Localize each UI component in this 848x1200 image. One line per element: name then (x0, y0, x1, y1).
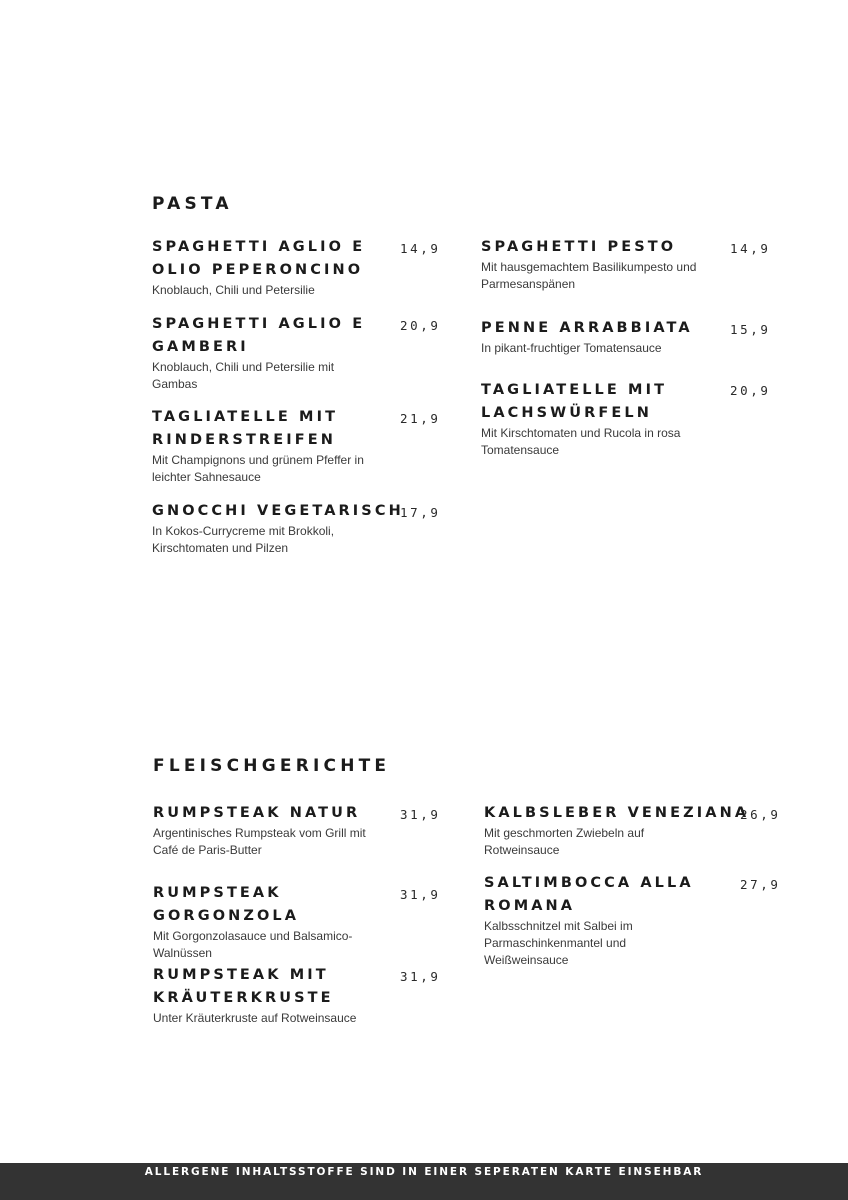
menu-item (481, 317, 721, 357)
item-price: 14,9 (730, 241, 771, 256)
item-price: 27,9 (740, 877, 781, 892)
item-price: 20,9 (730, 383, 771, 398)
item-description: Mit geschmorten Zwiebeln auf Rotweinsauce (484, 826, 645, 857)
item-price: 31,9 (400, 807, 441, 822)
menu-item (481, 236, 721, 293)
item-name: SPAGHETTI AGLIO E GAMBERI (152, 316, 366, 355)
item-name: TAGLIATELLE MIT RINDERSTREIFEN (152, 409, 339, 448)
allergen-notice: ALLERGENE INHALTSSTOFFE SIND IN EINER SEPERATEN KARTE EINSEHBAR (144, 1166, 704, 1178)
menu-item (152, 313, 384, 393)
item-name: GNOCCHI VEGETARISCH (152, 503, 404, 519)
item-description: In pikant-fruchtiger Tomatensauce (481, 341, 662, 355)
item-name: SPAGHETTI AGLIO E OLIO PEPERONCINO (152, 239, 366, 278)
item-description: Mit Kirschtomaten und Rucola in rosa Tomatensauce (481, 426, 681, 457)
item-name: TAGLIATELLE MIT LACHSWÜRFELN (481, 382, 668, 421)
item-description: In Kokos-Currycreme mit Brokkoli, Kirschtomaten und Pilzen (152, 524, 335, 555)
item-name: RUMPSTEAK NATUR (153, 805, 361, 821)
item-name: SALTIMBOCCA ALLA ROMANA (484, 875, 694, 914)
menu-item (152, 406, 384, 486)
item-description: Mit Gorgonzolasauce und Balsamico-Walnüssen (153, 929, 353, 960)
item-name: KALBSLEBER VENEZIANA (484, 805, 750, 821)
item-name: RUMPSTEAK GORGONZOLA (153, 885, 300, 924)
item-price: 21,9 (400, 411, 441, 426)
item-price: 31,9 (400, 887, 441, 902)
item-description: Mit Champignons und grünem Pfeffer in leichter Sahnesauce (152, 453, 364, 484)
menu-item (484, 872, 714, 969)
item-description: Unter Kräuterkruste auf Rotweinsauce (153, 1011, 357, 1025)
section-title-fleischgerichte: FLEISCHGERICHTE (153, 756, 391, 776)
item-price: 31,9 (400, 969, 441, 984)
menu-item (152, 236, 384, 299)
item-description: Knoblauch, Chili und Petersilie (152, 283, 315, 297)
menu-item (484, 802, 750, 859)
item-description: Argentinisches Rumpsteak vom Grill mit Café de Paris-Butter (153, 826, 366, 857)
menu-item (153, 882, 353, 962)
item-name: RUMPSTEAK MIT KRÄUTERKRUSTE (153, 967, 334, 1006)
item-description: Mit hausgemachtem Basilikumpesto und Parmesanspänen (481, 260, 697, 291)
menu-item (153, 964, 393, 1027)
item-name: PENNE ARRABBIATA (481, 320, 693, 336)
item-price: 17,9 (400, 505, 441, 520)
item-price: 26,9 (740, 807, 781, 822)
section-title-pasta: PASTA (152, 194, 233, 214)
item-price: 14,9 (400, 241, 441, 256)
footer-bar (0, 1163, 848, 1200)
menu-item (152, 500, 404, 557)
item-name: SPAGHETTI PESTO (481, 239, 677, 255)
menu-item (481, 379, 681, 459)
item-price: 20,9 (400, 318, 441, 333)
item-price: 15,9 (730, 322, 771, 337)
item-description: Kalbsschnitzel mit Salbei im Parmaschinkenmantel und Weißweinsauce (484, 919, 633, 967)
item-description: Knoblauch, Chili und Petersilie mit Gambas (152, 360, 335, 391)
menu-item (153, 802, 393, 859)
